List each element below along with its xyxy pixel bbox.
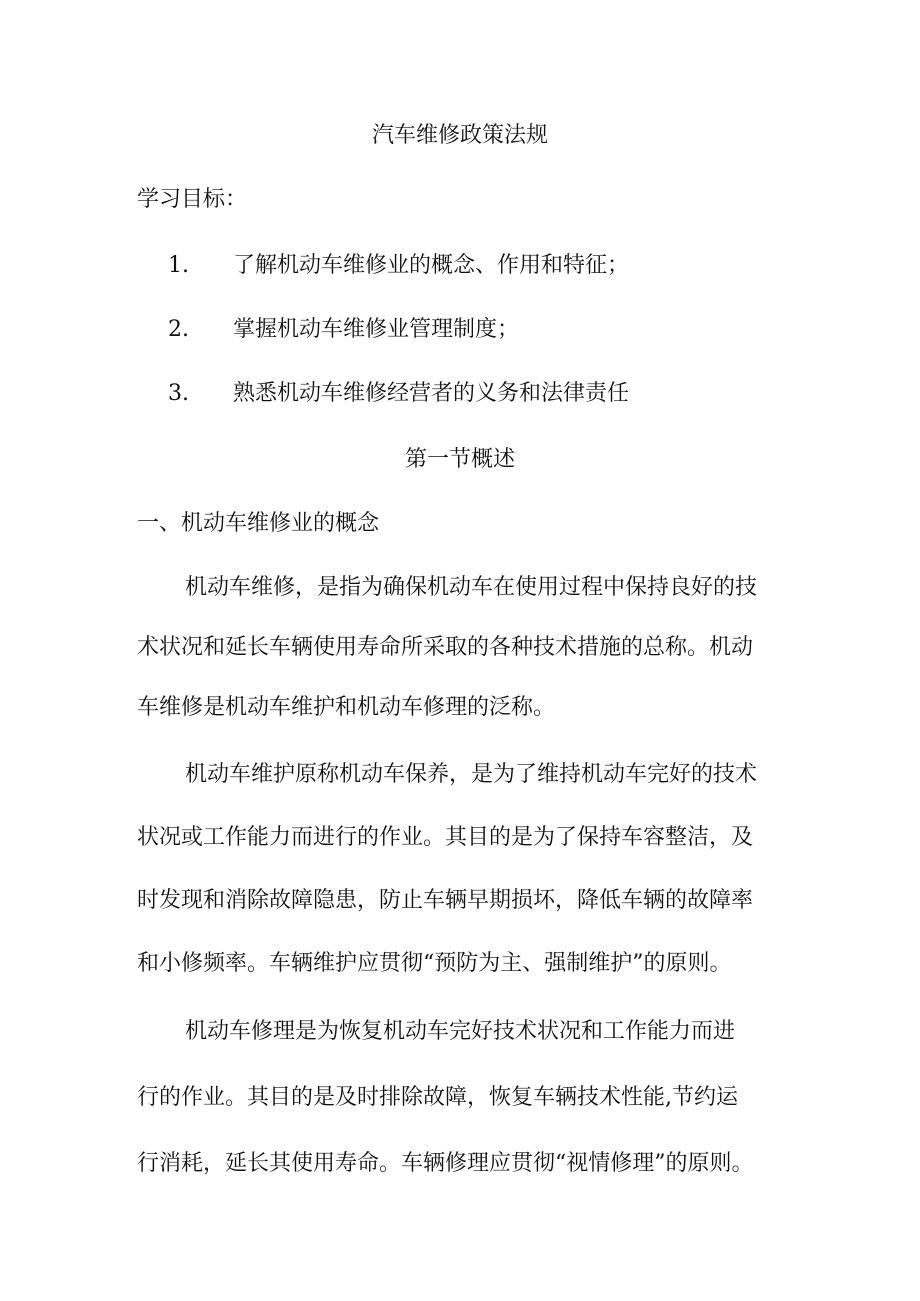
objective-text: 了解机动车维修业的概念、作用和特征； [233, 253, 630, 278]
objective-text: 熟悉机动车维修经营者的义务和法律责任 [233, 381, 630, 406]
paragraph-line: 机动车修理是为恢复机动车完好技术状况和工作能力而进 [185, 1019, 736, 1044]
objectives-label: 学习目标： [137, 187, 248, 212]
paragraph-line: 和小修频率。车辆维护应贯彻“预防为主、强制维护”的原则。 [137, 951, 732, 976]
paragraph-line: 状况或工作能力而进行的作业。其目的是为了保持车容整洁，及 [137, 825, 754, 850]
objective-number: 3. [168, 381, 189, 406]
objective-number: 1. [168, 253, 189, 278]
paragraph-line: 机动车维修，是指为确保机动车在使用过程中保持良好的技 [185, 575, 758, 600]
subsection-title: 一、机动车维修业的概念 [137, 511, 380, 536]
document-title: 汽车维修政策法规 [371, 123, 548, 148]
objective-text: 掌握机动车维修业管理制度； [233, 317, 520, 342]
paragraph-line: 术状况和延长车辆使用寿命所采取的各种技术措施的总称。机动 [137, 635, 754, 660]
paragraph-line: 时发现和消除故障隐患，防止车辆早期损坏，降低车辆的故障率 [137, 888, 754, 913]
objective-number: 2. [168, 317, 189, 342]
paragraph-line: 行的作业。其目的是及时排除故障，恢复车辆技术性能,节约运 [137, 1085, 738, 1110]
paragraph-line: 机动车维护原称机动车保养，是为了维持机动车完好的技术 [185, 762, 758, 787]
paragraph-line: 行消耗，延长其使用寿命。车辆修理应贯彻“视情修理”的原则。 [137, 1151, 754, 1176]
paragraph-line: 车维修是机动车维护和机动车修理的泛称。 [137, 695, 556, 720]
section-title: 第一节概述 [404, 447, 515, 472]
